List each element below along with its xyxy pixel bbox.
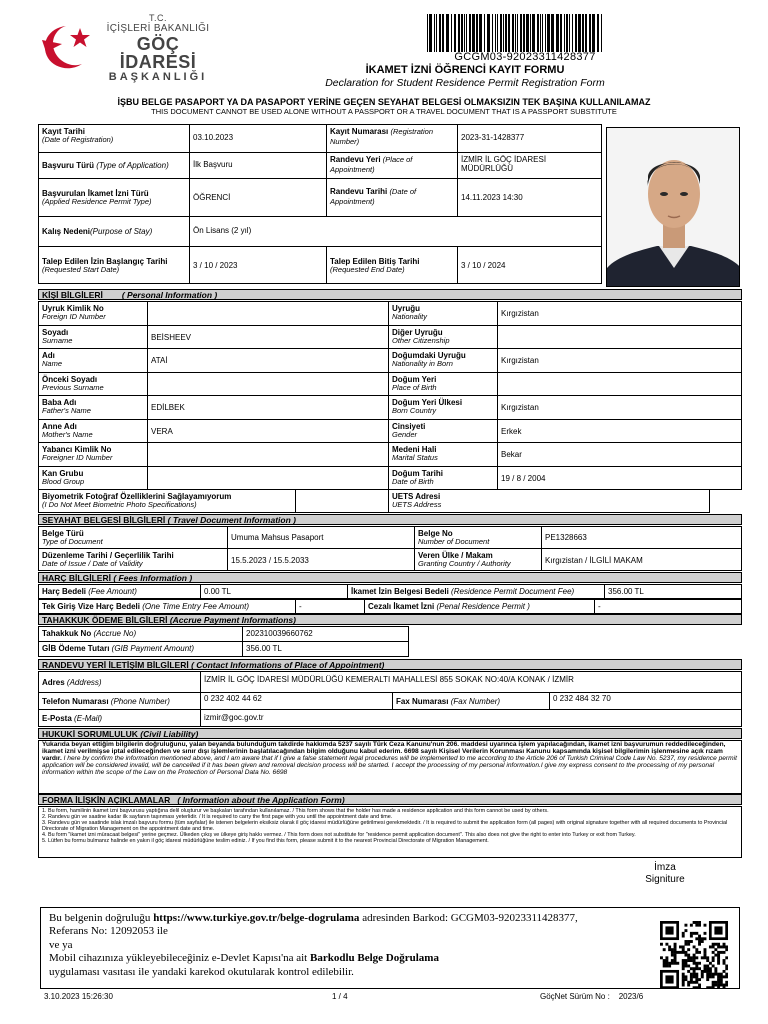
doc-fee-value: 356.00 TL: [604, 584, 742, 599]
section-accrue: TAHAKKUK ÖDEME BİLGİLERİ (Accrue Payment Informations): [38, 614, 742, 625]
verify-text: adresinden Barkod: GCGM03-92023311428377,: [359, 912, 578, 924]
kayit-no-value: 2023-31-1428377: [457, 124, 602, 153]
personal-row-value: [147, 442, 389, 467]
personal-row-label: Doğum Yeri Place of Birth: [388, 372, 498, 397]
section-fees: HARÇ BİLGİLERİ ( Fees Information ): [38, 572, 742, 583]
liability-text-en: I here by confirm the information mentioned above, and I am aware that if I give a false statement legal procedures will be implemented to me according to the Article 206 of Turkish Criminal Code Law No. 5237, my residence permit application will be considered invalid, will be cancelled if it has been given and removal decision process will be started. I accept the processing of my personal information.I give my express consent to the processing of my personal information within the scope of the Law on the Protection of Personal Data No. 6698: [42, 754, 737, 776]
ministry-logo: [36, 13, 216, 83]
verify-text: Mobil cihazınıza yükleyebileceğiniz e-Devlet Kapısı'na ait: [49, 952, 310, 965]
doc-type-label: Belge Türü Type of Document: [38, 526, 228, 549]
basvuru-turu-value: İlk Başvuru: [189, 152, 327, 179]
personal-row-value: Kırgızistan: [497, 301, 742, 326]
footer-page: 1 / 4: [332, 992, 348, 1001]
explanation-item: 2. Randevu gün ve saatine kadar ilk sayfanın taşınması yeterlidir. / It is required to carry the first page with you until the appointment date and time.: [42, 814, 393, 821]
doc-issue-label: Düzenleme Tarihi / Geçerlilik Tarihi Date of Issue / Date of Validity: [38, 548, 228, 571]
randevu-yeri-value: İZMİR İL GÖÇ İDARESİ MÜDÜRLÜĞÜ: [457, 152, 602, 179]
biometric-field: Biyometrik Fotoğraf Özelliklerini Sağlayamıyorum (I Do Not Meet Biometric Photo Specifications): [38, 489, 296, 513]
fax-value: 0 232 484 32 70: [549, 692, 742, 710]
ikamet-turu-label: Başvurulan İkamet İzni Türü (Applied Residence Permit Type): [38, 178, 190, 217]
address-value: İZMİR İL GÖÇ İDARESİ MÜDÜRLÜĞÜ KEMERALTI MAHALLESİ 855 SOKAK NO:40/A KONAK / İZMİR: [200, 671, 742, 693]
personal-row-label: Baba Adı Father's Name: [38, 395, 148, 420]
baslangic-label: Talep Edilen İzin Başlangıç Tarihi (Requested Start Date): [38, 246, 190, 284]
randevu-tarihi-value: 14.11.2023 14:30: [457, 178, 602, 217]
phone-value: 0 232 402 44 62: [200, 692, 393, 710]
email-label: E-Posta (E-Mail): [38, 709, 201, 727]
personal-row-label: Diğer Uyruğu Other Citizenship: [388, 325, 498, 350]
accrue-no-value: 202310039660762: [242, 626, 409, 642]
form-title: İKAMET İZNİ ÖĞRENCİ KAYIT FORMU: [365, 64, 565, 76]
personal-row-label: Doğum Yeri Ülkesi Born Country: [388, 395, 498, 420]
fee-label: Harç Bedeli (Fee Amount): [38, 584, 201, 599]
personal-row-value: Kırgızistan: [497, 348, 742, 373]
accrue-no-label: Tahakkuk No (Accrue No): [38, 626, 243, 642]
doc-number-value: PE1328663: [541, 526, 742, 549]
doc-fee-label: İkamet İzin Belgesi Bedeli (Residence Permit Document Fee): [347, 584, 605, 599]
fee-value: 0.00 TL: [200, 584, 348, 599]
baslangic-value: 3 / 10 / 2023: [189, 246, 327, 284]
section-explanation: FORMA İLİŞKİN AÇIKLAMALAR ( Information about the Application Form): [38, 794, 742, 805]
personal-row-label: Soyadı Surname: [38, 325, 148, 350]
explanation-item: 3. Randevu gün ve saatinde islak imzalı başvuru formu (tüm sayfalar) ile istenen belgelerin eksiksiz olarak il göç idaresi müdürlüğüne getirilmesi gerekmektedir. / It is required to submit the application form (all pages) with original signature together with all required documents to Provincial Directorate of Migration Management on the appointment date and time.: [42, 820, 728, 833]
personal-row-label: Cinsiyeti Gender: [388, 419, 498, 444]
personal-row-label: Doğum Tarihi Date of Birth: [388, 466, 498, 491]
signature-label: [620, 862, 710, 886]
form-subtitle: Declaration for Student Residence Permit Registration Form: [325, 77, 605, 89]
ministry-line2: İÇİŞLERİ BAKANLIĞI: [106, 23, 210, 34]
warning-en: THIS DOCUMENT CANNOT BE USED ALONE WITHOUT A PASSPORT OR A TRAVEL DOCUMENT THAT IS A PASSPORT SUBSTITUTE: [151, 107, 617, 116]
qr-code-icon: [660, 921, 728, 989]
ministry-name: [103, 14, 213, 83]
doc-issue-value: 15.5.2023 / 15.5.2033: [227, 548, 415, 571]
explanation-item: 1. Bu form, hamilinin ikamet izni başvurusu yaptığına delil oluşturur ve başkaları tarafından kullanılamaz. / This form shows that the holder has made a residence application and this form cannot be used by others.: [42, 808, 549, 814]
doc-country-value: Kırgızistan / İLGİLİ MAKAM: [541, 548, 742, 571]
explanation-list: [38, 806, 742, 858]
barcode-number: GCGM03-92023311428377: [454, 51, 596, 63]
kayit-tarihi-label: Kayıt Tarihi (Date of Registration): [38, 124, 190, 153]
kalis-nedeni-label: Kalış Nedeni(Purpose of Stay): [38, 216, 190, 247]
verify-app-name: Barkodlu Belge Doğrulama: [310, 952, 439, 965]
liability-text-tr: Yukarıda beyan ettiğim bilgilerin doğruluğunu, yalan beyanda bulunduğum takdirde hakkımda 5237 sayılı Türk Ceza Kanunu'nun 206. maddesi uyarınca işlem yapılacağından, ikamet izni başvurumun reddedileceğinden, ikamet izni verilmişse iptal edileceğinden ve sınır dışı işlemlerinin başlatılacağından bilgim olduğunu kabul ederim. 6698 sayılı Kişisel Verilerin Korunması Kanunu kapsamında kişisel bilgilerimin işlenmesine açık rızam vardır.: [42, 741, 726, 762]
crescent-star-icon: [36, 18, 100, 74]
personal-row-value: [497, 325, 742, 350]
personal-row-label: Uyruk Kimlik No Foreign ID Number: [38, 301, 148, 326]
visa-fee-label: Tek Giriş Vize Harç Bedeli (One Time Entry Fee Amount): [38, 599, 296, 614]
verify-text: ve ya: [49, 938, 73, 951]
gib-value: 356.00 TL: [242, 641, 409, 657]
personal-row-value: EDİLBEK: [147, 395, 389, 420]
personal-row-label: Doğumdaki Uyruğu Nationality in Born: [388, 348, 498, 373]
phone-label: Telefon Numarası (Phone Number): [38, 692, 201, 710]
warning-tr: İŞBU BELGE PASAPORT YA DA PASAPORT YERİNE GEÇEN SEYAHAT BELGESİ OLMAKSIZIN TEK BAŞINA KULLANILAMAZ: [117, 97, 651, 107]
personal-row-value: Kırgızistan: [497, 395, 742, 420]
signature-tr: İmza: [654, 862, 676, 873]
visa-fee-value: -: [295, 599, 365, 614]
applicant-photo: [606, 127, 740, 287]
section-personal: KİŞİ BİLGİLERİ ( Personal Information ): [38, 289, 742, 300]
basvuru-turu-label: Başvuru Türü (Type of Application): [38, 152, 190, 179]
doc-number-label: Belge No Number of Document: [414, 526, 542, 549]
signature-en: Signiture: [645, 874, 685, 885]
ministry-line1: T.C.: [148, 13, 167, 23]
address-label: Adres (Address): [38, 671, 201, 693]
bitis-label: Talep Edilen Bitiş Tarihi (Requested End Date): [326, 246, 458, 284]
gib-label: GİB Ödeme Tutarı (GIB Payment Amount): [38, 641, 243, 657]
randevu-yeri-label: Randevu Yeri (Place of Appointment): [326, 152, 458, 179]
verify-link[interactable]: https://www.turkiye.gov.tr/belge-dogrulama: [153, 912, 360, 924]
section-liability: HUKUKİ SORUMLULUK (Civil Liability): [38, 728, 742, 739]
section-travel: SEYAHAT BELGESİ BİLGİLERİ ( Travel Document Information ): [38, 514, 742, 525]
doc-type-value: Umuma Mahsus Pasaport: [227, 526, 415, 549]
barcode: [427, 14, 603, 52]
personal-row-value: ATAİ: [147, 348, 389, 373]
randevu-tarihi-label: Randevu Tarihi (Date of Appointment): [326, 178, 458, 217]
kalis-nedeni-value: Ön Lisans (2 yıl): [189, 216, 602, 247]
ministry-line3: GÖÇ İDARESİ: [119, 34, 197, 72]
verify-text: Bu belgenin doğruluğu: [49, 912, 154, 924]
ikamet-turu-value: ÖĞRENCİ: [189, 178, 327, 217]
version-value: 2023/6: [618, 992, 644, 1001]
personal-row-value: [497, 372, 742, 397]
email-value: izmir@goc.gov.tr: [200, 709, 742, 727]
biometric-value: [295, 489, 389, 513]
personal-row-label: Uyruğu Nationality: [388, 301, 498, 326]
personal-row-value: [147, 466, 389, 491]
verify-reference: Referans No: 12092053 ile: [49, 925, 168, 938]
uets-field: UETS Adresi UETS Address: [388, 489, 710, 513]
explanation-item: 5. Lütfen bu formu bulmanız halinde en yakın il göç idaresi müdürlüğüne teslim ediniz. / If you find this form, please submit it to the nearest Provincial Directorate of Migration Management.: [42, 838, 489, 845]
verification-box: [40, 907, 740, 989]
section-contact: RANDEVU YERİ İLETİŞİM BİLGİLERİ ( Contact Informations of Place of Appointment): [38, 659, 742, 670]
kayit-tarihi-value: 03.10.2023: [189, 124, 327, 153]
explanation-item: 4. Bu form "ikamet izni müracaat belgesi" yerine geçmez. Ülkeden çıkış ve ülkeye giriş hakkı vermez. / This form does not substitute for "residence permit application document". This also does not give the right to enter into Turkey or exit from Turkey.: [42, 832, 636, 839]
personal-row-label: Yabancı Kimlik No Foreigner ID Number: [38, 442, 148, 467]
verify-text: uygulaması vasıtası ile yandaki karekod okutularak kontrol edilebilir.: [49, 965, 354, 978]
personal-row-value: Erkek: [497, 419, 742, 444]
personal-row-value: [147, 301, 389, 326]
ministry-line4: BAŞKANLIĞI: [108, 71, 208, 83]
personal-row-label: Adı Name: [38, 348, 148, 373]
personal-row-label: Kan Grubu Blood Group: [38, 466, 148, 491]
footer-datetime: 3.10.2023 15:26:30: [44, 992, 113, 1001]
personal-row-value: VERA: [147, 419, 389, 444]
personal-row-value: BEİSHEEV: [147, 325, 389, 350]
kayit-no-label: Kayıt Numarası (Registration Number): [326, 124, 458, 153]
doc-country-label: Veren Ülke / Makam Granting Country / Authority: [414, 548, 542, 571]
version-label: GöçNet Sürüm No :: [540, 992, 610, 1001]
personal-row-value: 19 / 8 / 2004: [497, 466, 742, 491]
footer-version: [540, 992, 643, 1001]
personal-row-label: Medeni Hali Marital Status: [388, 442, 498, 467]
personal-row-label: Anne Adı Mother's Name: [38, 419, 148, 444]
personal-row-value: Bekar: [497, 442, 742, 467]
personal-row-value: [147, 372, 389, 397]
fax-label: Fax Numarası (Fax Number): [392, 692, 550, 710]
liability-text: [38, 740, 742, 794]
penal-label: Cezalı İkamet İzni (Penal Residence Permit ): [364, 599, 595, 614]
personal-row-label: Önceki Soyadı Previous Surname: [38, 372, 148, 397]
bitis-value: 3 / 10 / 2024: [457, 246, 602, 284]
penal-value: -: [594, 599, 742, 614]
